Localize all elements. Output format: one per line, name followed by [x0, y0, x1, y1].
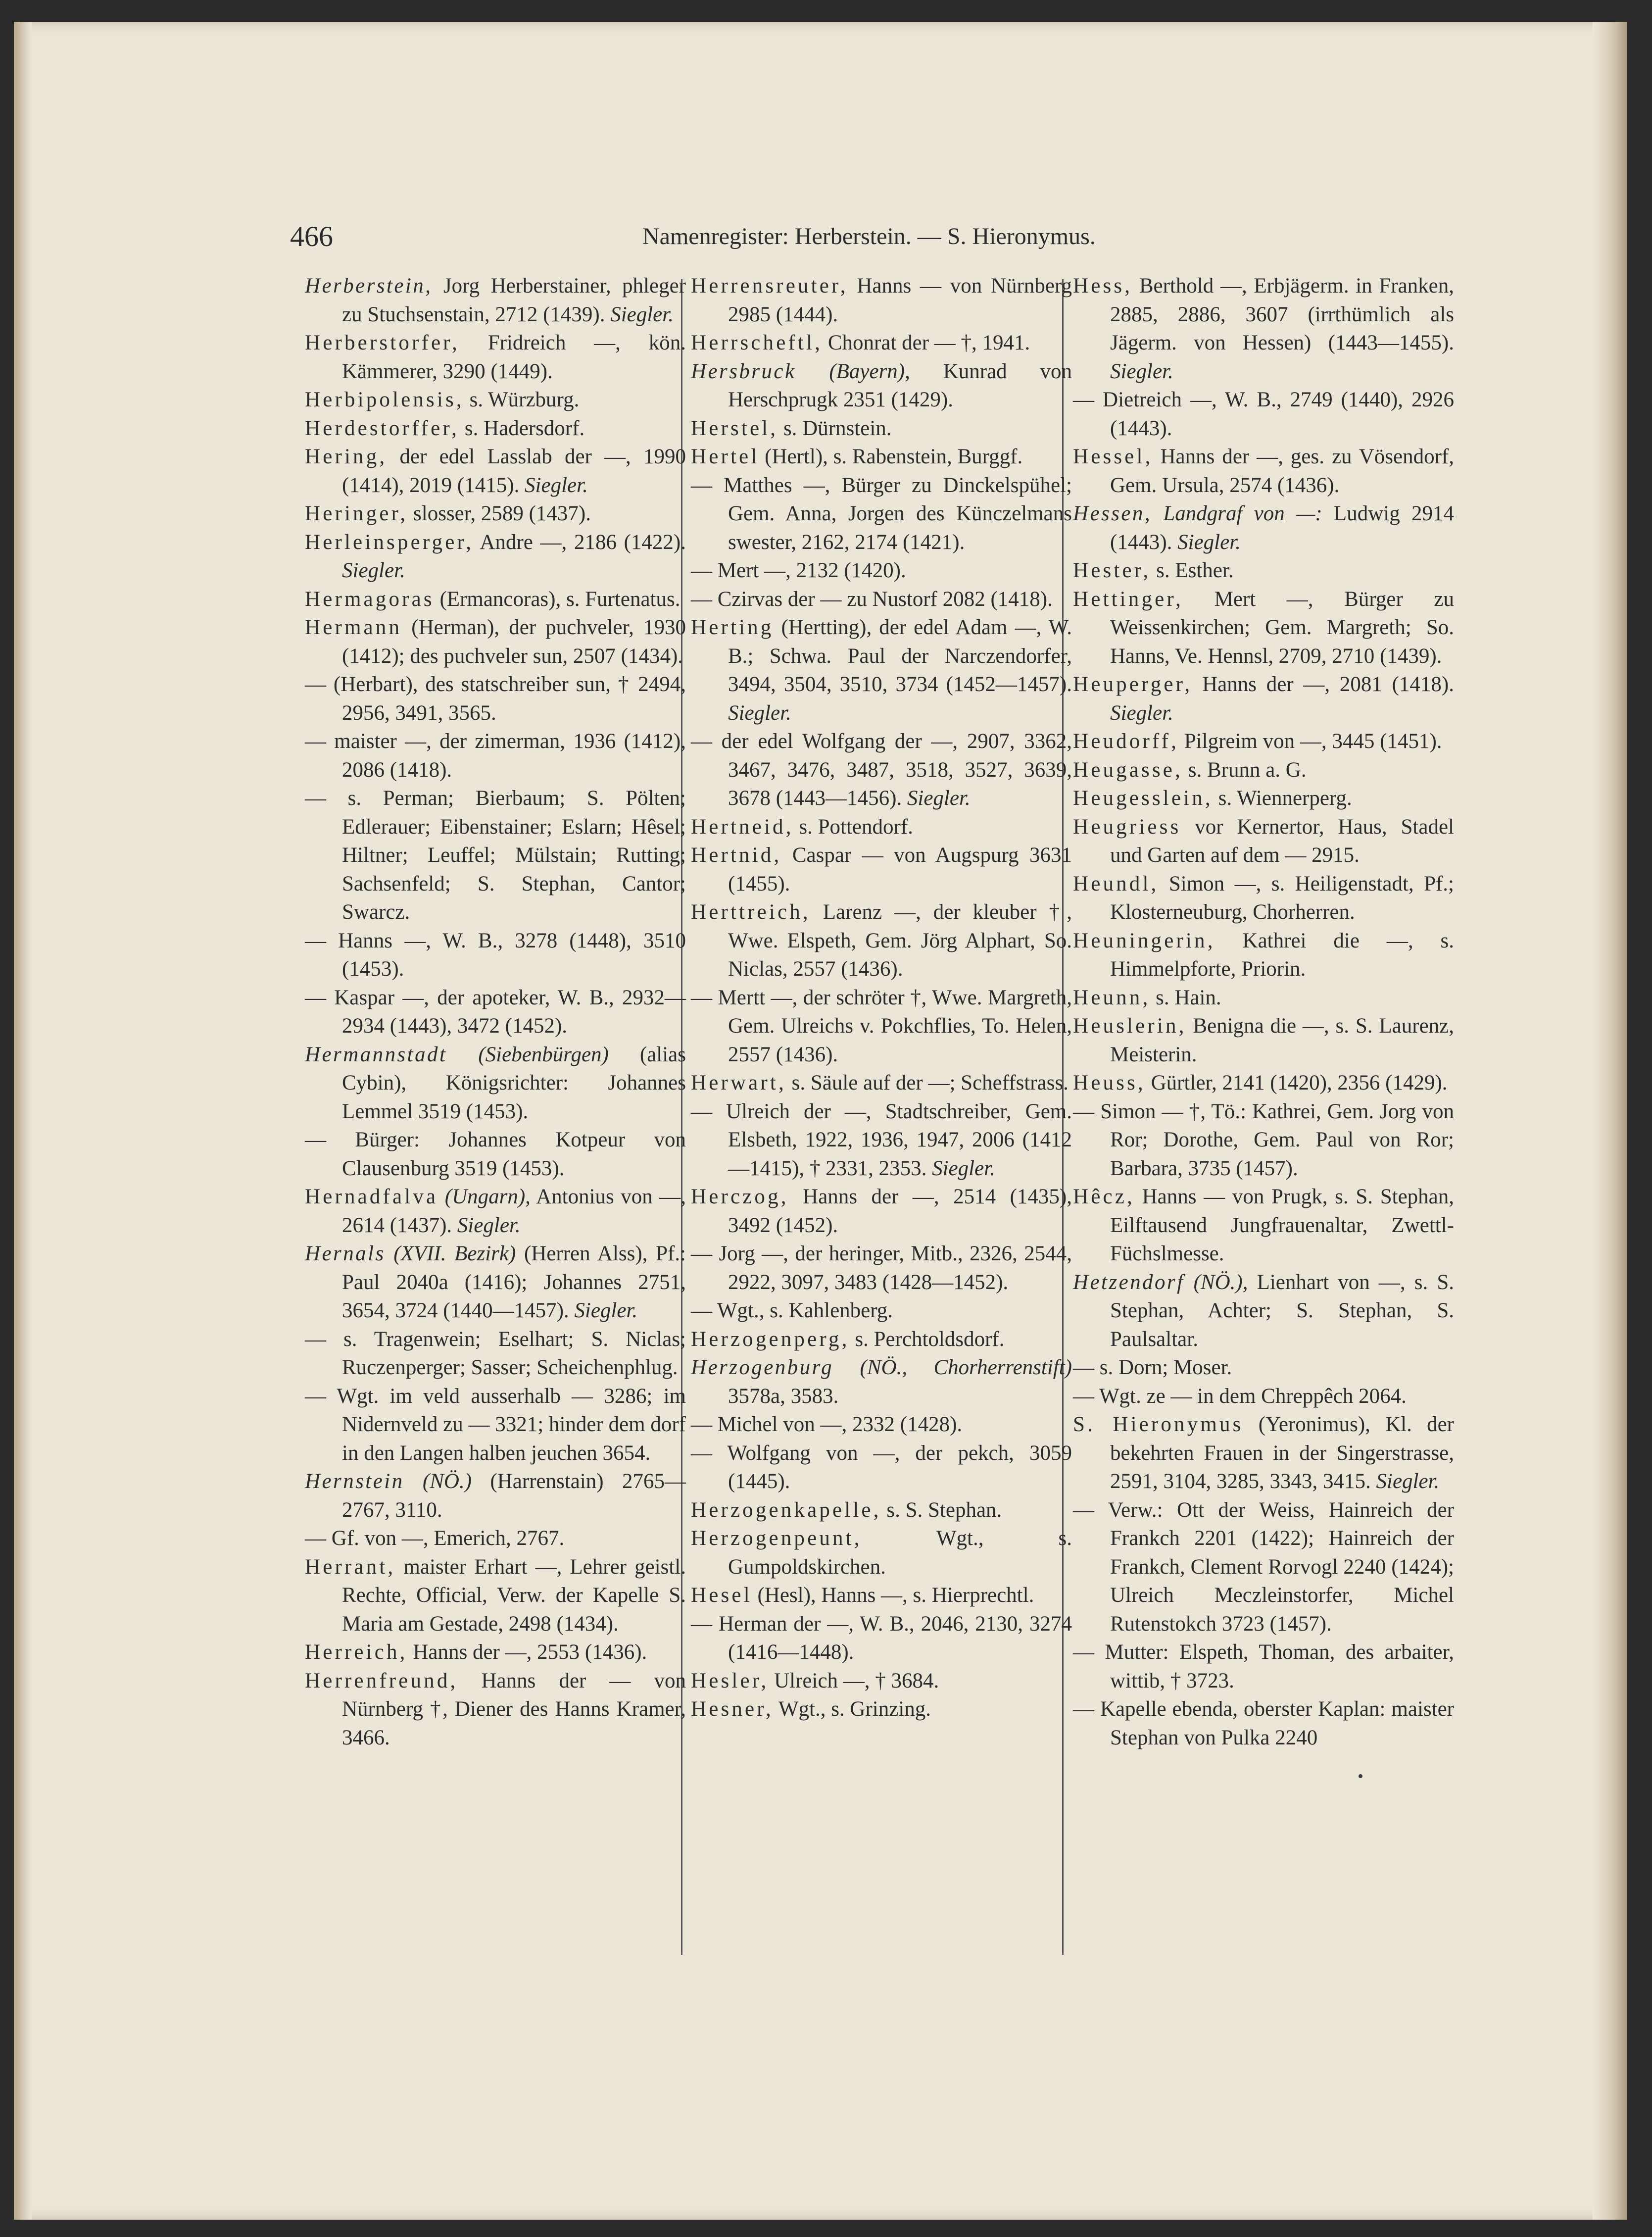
entry-text: Caspar — von Augspurg 3631 (1455). [728, 844, 1072, 895]
index-entry [691, 813, 1072, 842]
entry-headword: Herczog, [691, 1185, 789, 1208]
entry-text: s. Dürnstein. [778, 416, 892, 440]
entry-place: (Ungarn), [438, 1185, 531, 1208]
entry-text: Bürger: Johannes Kotpeur von Clausenburg 3519 (1453). [326, 1128, 686, 1180]
index-entry [691, 556, 1072, 585]
entry-text: slosser, 2589 (1437). [408, 502, 591, 525]
entry-headword: — [691, 559, 712, 582]
entry-headword: — [305, 986, 326, 1009]
entry-headword: Hêcz, [1073, 1185, 1135, 1208]
entry-headword: Heuperger, [1073, 673, 1193, 696]
index-entry [305, 784, 686, 927]
entry-text: Fridreich —, kön. Kämmerer, 3290 (1449). [342, 331, 686, 383]
index-entry [305, 1467, 686, 1524]
index-entry [691, 898, 1072, 984]
entry-siegler: Siegler. [1110, 701, 1173, 725]
entry-headword: Herrscheftl, [691, 331, 823, 354]
index-entry [305, 1325, 686, 1382]
index-entry [691, 1439, 1072, 1496]
index-entry [305, 329, 686, 386]
entry-text: Wgt. ze — in dem Chreppêch 2064. [1094, 1384, 1407, 1408]
index-entry [305, 499, 686, 528]
index-entry [305, 1041, 686, 1126]
page-gutter [14, 22, 32, 2220]
entry-headword: Hernals [305, 1242, 386, 1265]
entry-text: Mutter: Elspeth, Thoman, des arbaiter, wittib, † 3723. [1094, 1640, 1454, 1692]
index-entry [1073, 784, 1454, 813]
entry-text: (alias Cybin), Königsrichter: Johannes Lemmel 3519 (1453). [342, 1043, 686, 1123]
entry-text: s. Hain. [1150, 986, 1221, 1009]
page-header [290, 220, 1428, 259]
entry-text: s. Dorn; Moser. [1094, 1356, 1232, 1379]
entry-text: Lienhart von —, s. S. Stephan, Achter; S. Stephan, S. Paulsaltar. [1110, 1270, 1454, 1351]
entry-text: s. Esther. [1151, 559, 1234, 582]
index-entry [305, 414, 686, 443]
index-entry [305, 1524, 686, 1553]
entry-headword: Hermagoras [305, 587, 435, 611]
entry-headword: Hersbruck [691, 359, 796, 383]
entry-text: Kaspar —, der apoteker, W. B., 2932—2934 (1443), 3472 (1452). [326, 986, 686, 1038]
entry-text: s. Brunn a. G. [1182, 758, 1307, 782]
entry-headword: Herrensreuter, [691, 274, 848, 298]
entry-text: Mertt —, der schröter †, Wwe. Margreth, Gem. Ulreichs v. Pokchflies, To. Helen, 2557 (1436). [712, 986, 1072, 1066]
entry-text: Wgt., s. Gumpoldskirchen. [728, 1527, 1072, 1579]
entry-text: Kapelle ebenda, oberster Kaplan: maister Stephan von Pulka 2240 [1094, 1697, 1454, 1749]
index-entry [305, 528, 686, 585]
index-entry [691, 1524, 1072, 1581]
index-entry [305, 1126, 686, 1183]
entry-text: Ulreich —, † 3684. [769, 1669, 939, 1692]
index-entry [1073, 927, 1454, 984]
entry-headword: Hesner, [691, 1697, 774, 1721]
entry-text: Ludwig 2914 (1443). [1110, 502, 1454, 554]
entry-text: Hanns der —, ges. zu Vösendorf, Gem. Ursula, 2574 (1436). [1110, 445, 1454, 497]
entry-headword: Hester, [1073, 559, 1151, 582]
entry-headword: Hertel [691, 445, 760, 468]
entry-text: (Hertting), der edel Adam —, W. B.; Schwa. Paul der Narczendorfer, 3494, 3504, 3510, 3734 (1452—1457). [728, 616, 1072, 696]
entry-headword: — [691, 1099, 712, 1123]
index-entry [1073, 585, 1454, 671]
entry-text: Benigna die —, s. S. Laurenz, Meisterin. [1110, 1014, 1454, 1066]
entry-text: Hanns —, W. B., 3278 (1448), 3510 (1453). [326, 929, 686, 981]
entry-headword: — [1073, 1498, 1094, 1522]
entry-siegler: Siegler. [1110, 359, 1173, 383]
index-entry [1073, 756, 1454, 785]
entry-headword: Hertnid, [691, 844, 782, 867]
entry-headword: — [305, 1527, 326, 1550]
entry-headword: — [1073, 1356, 1094, 1379]
entry-text: 3578a, 3583. [728, 1384, 839, 1408]
entry-headword: — [305, 1327, 326, 1351]
entry-place: (XVII. Bezirk) [385, 1242, 516, 1265]
entry-headword: Hettinger, [1073, 587, 1184, 611]
index-entry [691, 1069, 1072, 1097]
index-entry [305, 1553, 686, 1639]
entry-text: s. Tragenwein; Eselhart; S. Niclas; Ruczenperger; Sasser; Scheichenphlug. [326, 1327, 686, 1379]
entry-place: (NÖ.) [404, 1470, 472, 1493]
entry-siegler: Siegler. [907, 787, 971, 810]
entry-text: Antonius von —, 2614 (1437). [342, 1185, 686, 1237]
entry-headword: Herzogenkapelle, [691, 1498, 881, 1522]
entry-text: s. Säule auf der —; Scheffstrass. [786, 1071, 1069, 1094]
entry-text: (Hesl), Hanns —, s. Hierprechtl. [752, 1584, 1034, 1607]
index-entry [305, 1240, 686, 1325]
entry-text: Verw.: Ott der Weiss, Hainreich der Frankch 2201 (1422); Hainreich der Frankch, Clement Rorvogl 2240 (1424); Ulreich Meczleinstorfer, Michel Rutenstokch 3723 (1457). [1094, 1498, 1454, 1636]
entry-headword: Herzogenperg, [691, 1327, 850, 1351]
entry-headword: Hermann [305, 616, 402, 639]
entry-headword: Heugasse, [1073, 758, 1183, 782]
entry-headword: Herzogenpeunt, [691, 1527, 862, 1550]
entry-headword: Herberstein, [305, 274, 433, 298]
entry-text: s. Pottendorf. [793, 815, 913, 839]
entry-headword: Herzogenburg [691, 1356, 834, 1379]
entry-headword: — [691, 1413, 712, 1436]
entry-headword: — [691, 1242, 712, 1265]
index-entry [691, 471, 1072, 557]
index-entry [1073, 556, 1454, 585]
page-edge [1593, 22, 1627, 2220]
index-column-1 [305, 272, 686, 1752]
entry-text: s. Wiennerperg. [1213, 787, 1352, 810]
index-entry [691, 841, 1072, 898]
entry-siegler: Siegler. [342, 559, 405, 582]
entry-text: (Herren Alss), Pf.: Paul 2040a (1416); Johannes 2751, 3654, 3724 (1440—1457). [342, 1242, 686, 1322]
entry-headword: Herrenfreund, [305, 1669, 458, 1692]
entry-text: (Herbart), des statschreiber sun, † 2494, 2956, 3491, 3565. [326, 673, 686, 725]
index-entry [691, 329, 1072, 357]
index-entry [305, 1183, 686, 1240]
entry-text: (Herman), der puchveler, 1930 (1412); des puchveler sun, 2507 (1434). [342, 616, 686, 668]
entry-headword: — [691, 1299, 712, 1322]
index-entry [1073, 1069, 1454, 1097]
entry-headword: Heunn, [1073, 986, 1151, 1009]
entry-text: maister —, der zimerman, 1936 (1412), 2086 (1418). [326, 730, 686, 782]
entry-headword: Herberstorfer, [305, 331, 460, 354]
entry-text: s. S. Stephan. [881, 1498, 1002, 1522]
entry-siegler: Siegler. [574, 1299, 638, 1322]
index-entry [305, 585, 686, 614]
index-entry [1073, 813, 1454, 870]
entry-siegler: Siegler. [932, 1156, 995, 1180]
index-entry [305, 1638, 686, 1667]
index-entry [305, 1667, 686, 1752]
entry-text: s. Perman; Bierbaum; S. Pölten; Edlerauer; Eibenstainer; Eslarn; Hêsel; Hiltner; Leuffel; Mülstain; Rutting; Sachsenfeld; S. Stephan, Cantor; Swarcz. [326, 787, 686, 924]
entry-headword: — [691, 1612, 712, 1636]
entry-headword: Herting [691, 616, 774, 639]
entry-siegler: Siegler. [610, 302, 674, 326]
index-entry [691, 1496, 1072, 1525]
entry-text: Chonrat der — †, 1941. [823, 331, 1030, 354]
entry-place: Landgraf von —: [1152, 502, 1322, 525]
index-entry [1073, 670, 1454, 727]
index-column-2 [691, 272, 1072, 1724]
page-number: 466 [290, 220, 333, 252]
index-entry [1073, 1012, 1454, 1069]
entry-headword: Herbipolensis, [305, 388, 464, 411]
index-entry [305, 443, 686, 499]
print-speck [1359, 1774, 1362, 1778]
entry-text: Mert —, Bürger zu Weissenkirchen; Gem. Margreth; So. Hanns, Ve. Hennsl, 2709, 2710 (1439). [1110, 587, 1454, 668]
index-entry [1073, 272, 1454, 386]
entry-headword: — [691, 1441, 712, 1465]
entry-text: Hanns — von Nürnberg 2985 (1444). [728, 274, 1072, 326]
entry-headword: Hessen, [1073, 502, 1152, 525]
entry-headword: — [1073, 1099, 1094, 1123]
entry-headword: Hess, [1073, 274, 1133, 298]
index-entry [1073, 1496, 1454, 1639]
running-head: Namenregister: Herberstein. — S. Hieronymus. [642, 223, 1096, 249]
entry-text: Hanns der —, 2514 (1435), 3492 (1452). [728, 1185, 1072, 1237]
entry-headword: Hetzendorf [1073, 1270, 1185, 1294]
entry-headword: Herttreich, [691, 900, 811, 924]
index-entry [691, 1667, 1072, 1695]
entry-text: s. Würzburg. [464, 388, 580, 411]
index-entry [305, 984, 686, 1041]
entry-text: Herman der —, W. B., 2046, 2130, 3274 (1416—1448). [712, 1612, 1072, 1664]
index-entry [1073, 727, 1454, 756]
entry-siegler: Siegler. [457, 1213, 521, 1237]
entry-text: Mert —, 2132 (1420). [712, 559, 906, 582]
entry-headword: — [1073, 1697, 1094, 1721]
entry-text: Andre —, 2186 (1422). [474, 530, 686, 554]
entry-text: maister Erhart —, Lehrer geistl. Rechte, Official, Verw. der Kapelle S. Maria am Gestade, 2498 (1434). [342, 1555, 686, 1636]
entry-text: vor Kernertor, Haus, Stadel und Garten auf dem — 2915. [1110, 815, 1454, 867]
entry-headword: — [305, 1128, 326, 1151]
index-entry [1073, 984, 1454, 1012]
entry-headword: Hessel, [1073, 445, 1153, 468]
entry-headword: — [1073, 1640, 1094, 1664]
index-entry [691, 585, 1072, 614]
index-entry [1073, 386, 1454, 443]
entry-text: der edel Lasslab der —, 1990 (1414), 2019 (1415). [342, 445, 686, 497]
index-entry [691, 443, 1072, 471]
index-entry [691, 727, 1072, 813]
entry-place: (NÖ., Chorherrenstift) [833, 1356, 1072, 1379]
entry-text: Hanns — von Prugk, s. S. Stephan, Eilftausend Jungfrauenaltar, Zwettl-Füchslmesse. [1110, 1185, 1454, 1265]
index-entry [691, 613, 1072, 727]
entry-text: Simon —, s. Heiligenstadt, Pf.; Klosterneuburg, Chorherren. [1110, 872, 1454, 924]
entry-headword: Hernstein [305, 1470, 404, 1493]
entry-headword: Hesel [691, 1584, 752, 1607]
entry-text: Czirvas der — zu Nustorf 2082 (1418). [712, 587, 1053, 611]
entry-headword: — [691, 986, 712, 1009]
index-entry [691, 1240, 1072, 1296]
entry-headword: — [691, 473, 712, 497]
entry-headword: Heugesslein, [1073, 787, 1213, 810]
index-column-3 [1073, 272, 1454, 1752]
entry-text: Hanns der — von Nürnberg †, Diener des Hanns Kramer, 3466. [342, 1669, 686, 1749]
index-entry [1073, 1183, 1454, 1268]
index-entry [691, 1610, 1072, 1667]
index-entry [691, 1325, 1072, 1354]
entry-headword: Hernadfalva [305, 1185, 438, 1208]
entry-siegler: Siegler. [525, 473, 588, 497]
index-entry [1073, 1268, 1454, 1354]
index-entry [305, 670, 686, 727]
entry-text: Kathrei die —, s. Himmelpforte, Priorin. [1110, 929, 1454, 981]
index-entry [1073, 1695, 1454, 1752]
entry-text: (Hertl), s. Rabenstein, Burggf. [759, 445, 1023, 468]
entry-text: Dietreich —, W. B., 2749 (1440), 2926 (1443). [1094, 388, 1454, 440]
index-entry [691, 357, 1072, 414]
index-entry [305, 272, 686, 329]
index-entry [691, 1410, 1072, 1439]
entry-text: s. Hadersdorf. [459, 416, 585, 440]
entry-text: Gürtler, 2141 (1420), 2356 (1429). [1145, 1071, 1448, 1094]
entry-text: Hanns der —, 2081 (1418). [1192, 673, 1454, 696]
entry-headword: Heundl, [1073, 872, 1159, 895]
entry-text: Larenz —, der kleuber †, Wwe. Elspeth, Gem. Jörg Alphart, So. Niclas, 2557 (1436). [728, 900, 1072, 981]
index-entry [305, 1382, 686, 1468]
index-entry [691, 414, 1072, 443]
book-page [14, 22, 1627, 2220]
entry-text: Simon — †, Tö.: Kathrei, Gem. Jorg von Ror; Dorothe, Gem. Paul von Ror; Barbara, 3735 (1457). [1094, 1099, 1454, 1180]
entry-headword: Heuss, [1073, 1071, 1146, 1094]
entry-headword: — [691, 587, 712, 611]
entry-headword: Hering, [305, 445, 388, 468]
index-entry [305, 727, 686, 784]
entry-place: (Bayern), [796, 359, 910, 383]
entry-text: Ulreich der —, Stadtschreiber, Gem. Elsbeth, 1922, 1936, 1947, 2006 (1412—1415), † 2331, 2353. [712, 1099, 1072, 1180]
entry-text: Wgt. im veld ausserhalb — 3286; im Nidernveld zu — 3321; hinder dem dorf in den Langen halben jeuchen 3654. [326, 1384, 686, 1465]
entry-text: Wolfgang von —, der pekch, 3059 (1445). [712, 1441, 1072, 1493]
index-entry [1073, 443, 1454, 499]
entry-text: Jorg Herberstainer, phleger zu Stuchsenstain, 2712 (1439). [342, 274, 686, 326]
entry-text: der edel Wolfgang der —, 2907, 3362, 3467, 3476, 3487, 3518, 3527, 3639, 3678 (1443—1456). [712, 730, 1072, 810]
entry-text: Pilgreim von —, 3445 (1451). [1179, 730, 1442, 753]
entry-headword: Heringer, [305, 502, 408, 525]
entry-text: (Ermancoras), s. Furtenatus. [434, 587, 680, 611]
entry-siegler: Siegler. [1177, 530, 1241, 554]
index-entry [691, 1097, 1072, 1183]
entry-headword: — [305, 1384, 326, 1408]
entry-headword: Hertneid, [691, 815, 794, 839]
entry-text: (Harrenstain) 2765—2767, 3110. [342, 1470, 686, 1522]
entry-headword: — [1073, 388, 1094, 411]
index-entry [1073, 1097, 1454, 1183]
entry-headword: — [1073, 1384, 1094, 1408]
entry-text: Wgt., s. Grinzing. [773, 1697, 931, 1721]
entry-headword: — [305, 929, 326, 952]
index-entry [1073, 1382, 1454, 1411]
entry-headword: Heudorff, [1073, 730, 1179, 753]
entry-headword: Hermannstadt [305, 1043, 447, 1066]
entry-headword: Heuningerin, [1073, 929, 1215, 952]
entry-text: (Yeronimus), Kl. der bekehrten Frauen in der Singerstrasse, 2591, 3104, 3285, 3343, 3415. [1110, 1413, 1454, 1493]
entry-headword: Herstel, [691, 416, 778, 440]
index-entry [691, 1296, 1072, 1325]
index-entry [691, 1695, 1072, 1724]
index-entry [305, 927, 686, 984]
entry-text: Matthes —, Bürger zu Dinckelspühel; Gem. Anna, Jorgen des Künczelmans swester, 2162, 2174 (1421). [712, 473, 1072, 554]
entry-headword: — [305, 673, 326, 696]
index-entry [1073, 499, 1454, 556]
entry-headword: Herreich, [305, 1640, 408, 1664]
entry-text: Michel von —, 2332 (1428). [712, 1413, 963, 1436]
index-entry [305, 613, 686, 670]
entry-headword: — [691, 730, 712, 753]
entry-headword: Herrant, [305, 1555, 396, 1579]
index-entry [1073, 1353, 1454, 1382]
entry-text: Berthold —, Erbjägerm. in Franken, 2885, 2886, 3607 (irrthümlich als Jägerm. von Hessen) (1443—1455). [1110, 274, 1454, 354]
index-entry [691, 1581, 1072, 1610]
entry-siegler: Siegler. [728, 701, 791, 725]
entry-headword: Herwart, [691, 1071, 786, 1094]
entry-headword: Herleinsperger, [305, 530, 474, 554]
index-entry [1073, 870, 1454, 927]
entry-text: s. Perchtoldsdorf. [849, 1327, 1005, 1351]
index-entry [305, 386, 686, 414]
entry-text: Wgt., s. Kahlenberg. [712, 1299, 893, 1322]
entry-place: (NÖ.), [1184, 1270, 1248, 1294]
entry-text: Gf. von —, Emerich, 2767. [326, 1527, 565, 1550]
index-entry [691, 1183, 1072, 1240]
entry-headword: — [305, 787, 326, 810]
entry-place: (Siebenbürgen) [447, 1043, 609, 1066]
index-entry [691, 272, 1072, 329]
entry-headword: Herdestorffer, [305, 416, 460, 440]
entry-text: Jorg —, der heringer, Mitb., 2326, 2544, 2922, 3097, 3483 (1428—1452). [712, 1242, 1072, 1294]
index-entry [691, 984, 1072, 1069]
entry-headword: Heugriess [1073, 815, 1181, 839]
entry-headword: — [305, 730, 326, 753]
index-entry [691, 1353, 1072, 1410]
entry-headword: S. Hieronymus [1073, 1413, 1244, 1436]
entry-text: Hanns der —, 2553 (1436). [407, 1640, 647, 1664]
entry-headword: Hesler, [691, 1669, 769, 1692]
index-entry [1073, 1410, 1454, 1496]
entry-text: Kunrad von Herschprugk 2351 (1429). [728, 359, 1072, 411]
entry-siegler: Siegler. [1376, 1470, 1440, 1493]
index-entry [1073, 1638, 1454, 1695]
entry-headword: Heuslerin, [1073, 1014, 1187, 1038]
